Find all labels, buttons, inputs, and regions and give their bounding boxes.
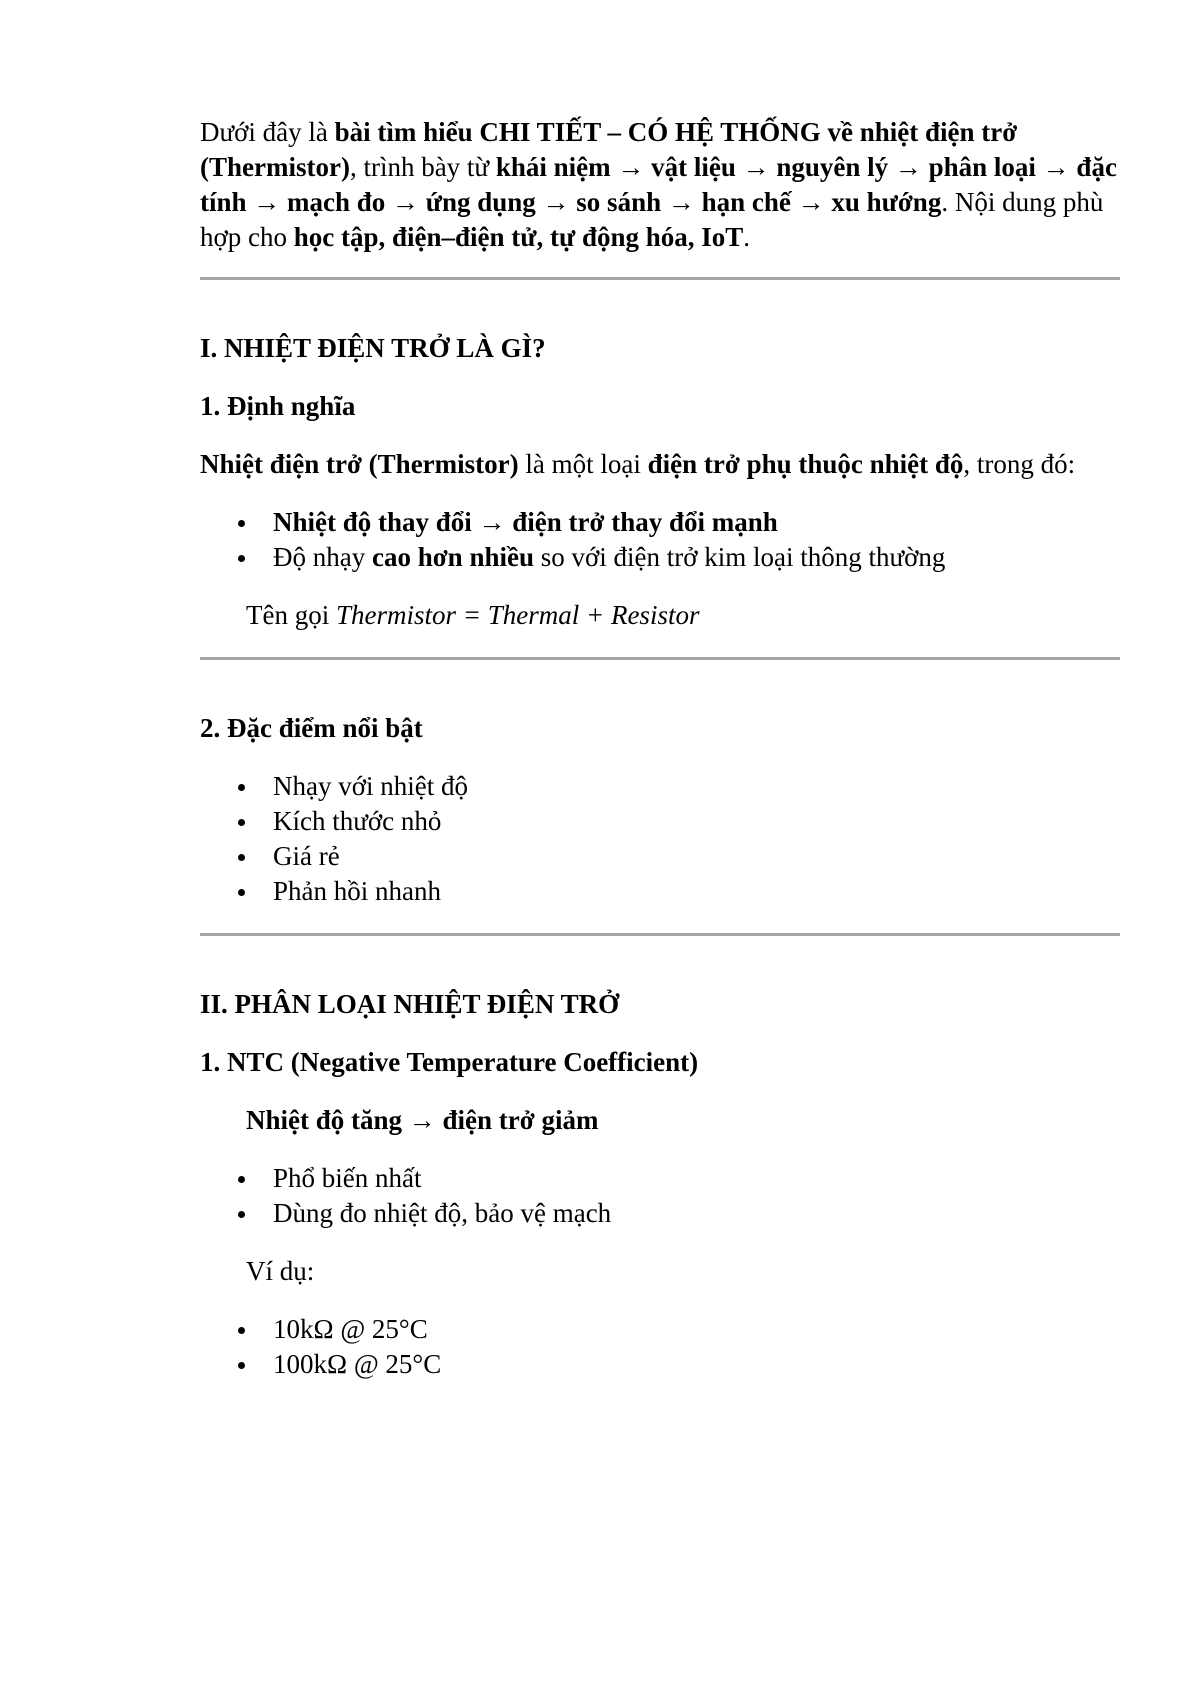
example-list	[200, 1312, 1120, 1382]
name-origin-line	[200, 598, 1120, 633]
intro-bold-1: bài tìm hiểu CHI TIẾT – CÓ HỆ THỐNG về nhiệt điện trở (Thermistor)	[200, 117, 1018, 182]
intro-text-3: . Nội dung phù hợp cho	[200, 187, 1104, 252]
features-list	[200, 769, 1120, 909]
list-item: Nhạy với nhiệt độ	[200, 769, 1120, 804]
definition-bullet-2-text-2: so với điện trở kim loại thông thường	[533, 542, 946, 572]
section-1-heading: I. NHIỆT ĐIỆN TRỞ LÀ GÌ?	[200, 333, 546, 363]
list-item: 10kΩ @ 25°C	[200, 1312, 1120, 1347]
ntc-list	[200, 1161, 1120, 1231]
list-item: Dùng đo nhiệt độ, bảo vệ mạch	[200, 1196, 1120, 1231]
name-origin-prefix: Tên gọi	[246, 600, 336, 630]
intro-text-1: Dưới đây là	[200, 117, 335, 147]
name-origin-italic: Thermistor = Thermal + Resistor	[335, 600, 700, 630]
intro-text-2: , trình bày từ	[349, 152, 496, 182]
list-item: Phản hồi nhanh	[200, 874, 1120, 909]
horizontal-rule-2	[200, 657, 1120, 660]
list-item: 100kΩ @ 25°C	[200, 1347, 1120, 1382]
definition-bullet-2-bold: cao hơn nhiều	[371, 542, 534, 572]
list-item	[200, 540, 1120, 575]
intro-text-4: .	[743, 222, 751, 252]
horizontal-rule-1	[200, 277, 1120, 280]
list-item	[200, 505, 1120, 540]
definition-text-1: là một loại	[518, 449, 648, 479]
ntc-rule	[200, 1103, 1120, 1138]
definition-bullet-1: Nhiệt độ thay đổi → điện trở thay đổi mạnh	[273, 507, 778, 537]
section-2-heading: II. PHÂN LOẠI NHIỆT ĐIỆN TRỞ	[200, 989, 620, 1019]
example-label: Ví dụ:	[246, 1256, 315, 1286]
intro-paragraph	[200, 115, 1120, 255]
list-item: Kích thước nhỏ	[200, 804, 1120, 839]
horizontal-rule-3	[200, 933, 1120, 936]
ntc-heading: 1. NTC (Negative Temperature Coefficient)	[200, 1047, 699, 1077]
definition-bold-2: điện trở phụ thuộc nhiệt độ	[647, 449, 964, 479]
definition-bullet-2-text-1: Độ nhạy	[273, 542, 372, 572]
definition-list	[200, 505, 1120, 575]
definition-paragraph	[200, 447, 1120, 482]
list-item: Phổ biến nhất	[200, 1161, 1120, 1196]
definition-heading: 1. Định nghĩa	[200, 391, 356, 421]
document-page	[200, 100, 1120, 1382]
features-heading: 2. Đặc điểm nổi bật	[200, 713, 423, 743]
intro-bold-2: khái niệm → vật liệu → nguyên lý → phân loại → đặc tính → mạch đo → ứng dụng → so sánh → hạn chế → xu hướng	[200, 152, 1117, 217]
list-item: Giá rẻ	[200, 839, 1120, 874]
definition-bold-1: Nhiệt điện trở (Thermistor)	[200, 449, 519, 479]
definition-text-2: , trong đó:	[963, 449, 1076, 479]
intro-bold-3: học tập, điện–điện tử, tự động hóa, IoT	[293, 222, 744, 252]
ntc-rule-text: Nhiệt độ tăng → điện trở giảm	[246, 1105, 599, 1135]
